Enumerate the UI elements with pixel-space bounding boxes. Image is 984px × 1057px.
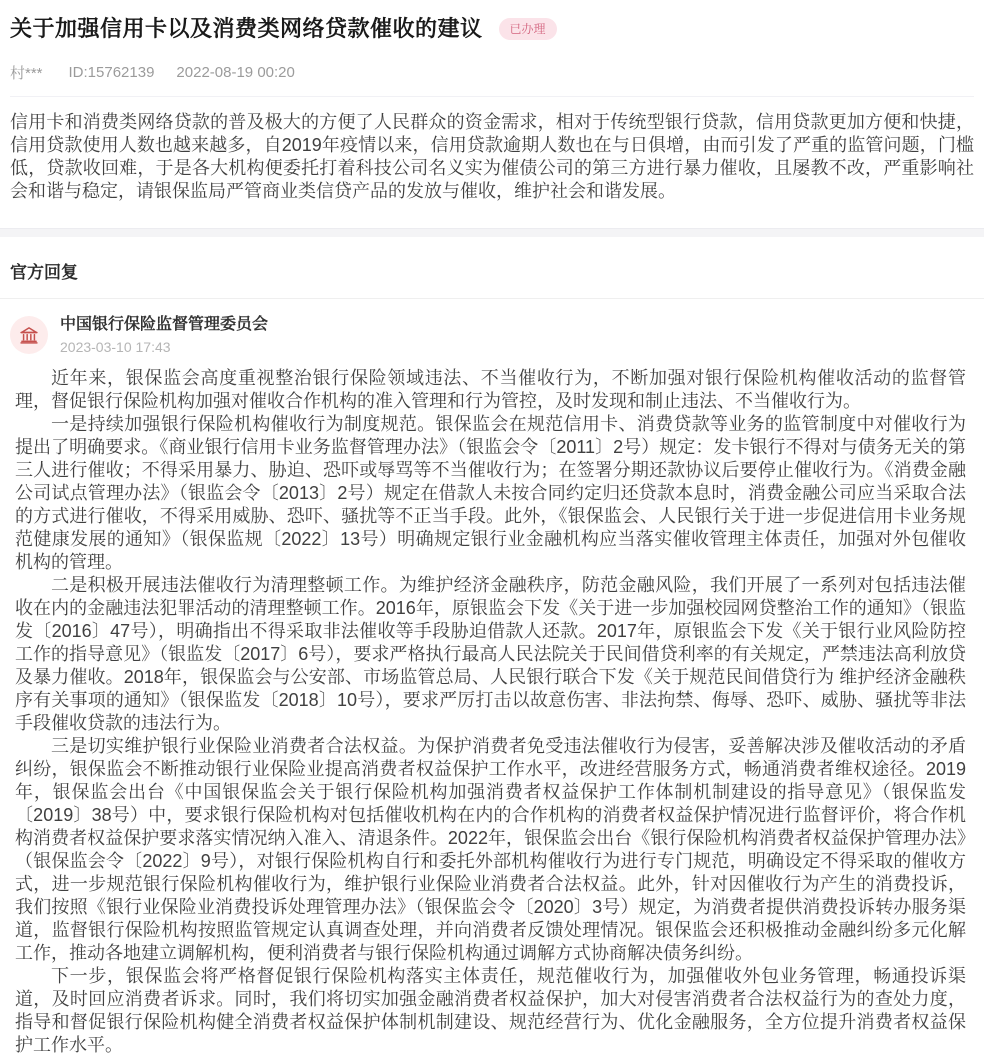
reply-head-text	[60, 314, 268, 355]
bank-building-icon	[19, 325, 39, 345]
author-name: 村***	[10, 65, 43, 82]
reply-paragraph: 三是切实维护银行业保险业消费者合法权益。为保护消费者免受违法催收行为侵害，妥善解决涉及催收活动的矛盾纠纷，银保监会不断推动银行业保险业提高消费者权益保护工作水平，改进经营服务方式，畅通消费者维权途径。2019年，银保监会出台《中国银保监会关于银行保险机构加强消费者权益保护工作体制机制建设的指导意见》（银保监发〔2019〕38号）中，要求银行保险机构对包括催收机构在内的合作机构的消费者权益保护情况进行监督评价，将合作机构消费者权益保护要求落实情况纳入准入、清退条件。2022年，银保监会出台《银行保险机构消费者权益保护管理办法》（银保监会令〔2022〕9号），对银行保险机构自行和委托外部机构催收行为进行专门规范，明确设定不得采取的催收方式，进一步规范银行保险机构催收行为，维护银行业保险业消费者合法权益。此外，针对因催收行为产生的消费投诉，我们按照《银行业保险业消费投诉处理管理办法》（银保监会令〔2020〕3号）规定，为消费者提供消费投诉转办服务渠道，监督银行保险机构按照监管规定认真调查处理，并向消费者反馈处理情况。银保监会还积极推动金融纠纷多元化解工作，推动各地建立调解机构，便利消费者与银行保险机构通过调解方式协商解决债务纠纷。	[15, 736, 966, 963]
org-avatar	[10, 316, 48, 354]
official-reply-card	[0, 299, 984, 1057]
reply-head	[10, 314, 974, 355]
reply-section-title: 官方回复	[10, 263, 78, 282]
reply-paragraph: 一是持续加强银行保险机构催收行为制度规范。银保监会在规范信用卡、消费贷款等业务的监管制度中对催收行为提出了明确要求。《商业银行信用卡业务监督管理办法》（银监会令〔2011〕2号）规定：发卡银行不得对与债务无关的第三人进行催收；不得采用暴力、胁迫、恐吓或辱骂等不当催收行为；在签署分期还款协议后要停止催收行为。《消费金融公司试点管理办法》（银监会令〔2013〕2号）规定在借款人未按合同约定归还贷款本息时，消费金融公司应当采取合法的方式进行催收，不得采用威胁、恐吓、骚扰等不正当手段。此外，《银保监会、人民银行关于进一步促进信用卡业务规范健康发展的通知》（银保监规〔2022〕13号）明确规定银行业金融机构应当落实催收管理主体责任，加强对外包催收机构的管理。	[15, 414, 966, 572]
reply-paragraph: 近年来，银保监会高度重视整治银行保险领域违法、不当催收行为，不断加强对银行保险机构催收活动的监督管理，督促银行保险机构加强对催收合作机构的准入管理和行为管控，及时发现和制止违法、不当催收行为。	[15, 368, 966, 411]
post-id: ID:15762139	[68, 64, 155, 81]
post-date: 2022-08-19 00:20	[176, 64, 295, 81]
reply-paragraph: 二是积极开展违法催收行为清理整顿工作。为维护经济金融秩序，防范金融风险，我们开展了一系列对包括违法催收在内的金融违法犯罪活动的清理整顿工作。2016年，原银监会下发《关于进一步加强校园网贷整治工作的通知》（银监发〔2016〕47号），明确指出不得采取非法催收等手段胁迫借款人还款。2017年，原银监会下发《关于银行业风险防控工作的指导意见》（银监发〔2017〕6号），要求严格执行最高人民法院关于民间借贷利率的有关规定，严禁违法高利放贷及暴力催收。2018年，银保监会与公安部、市场监管总局、人民银行联合下发《关于规范民间借贷行为 维护经济金融秩序有关事项的通知》（银保监发〔2018〕10号），要求严厉打击以故意伤害、非法拘禁、侮辱、恐吓、威胁、骚扰等非法手段催收贷款的违法行为。	[15, 575, 966, 733]
status-badge: 已办理	[499, 18, 557, 40]
title-row	[10, 14, 974, 44]
org-name: 中国银行保险监督管理委员会	[60, 316, 269, 333]
reply-section-header	[0, 237, 984, 299]
reply-paragraph: 下一步，银保监会将严格督促银行保险机构落实主体责任，规范催收行为，加强催收外包业务管理，畅通投诉渠道，及时回应消费者诉求。同时，我们将切实加强金融消费者权益保护，加大对侵害消费者合法权益行为的查处力度，指导和督促银行保险机构健全消费者权益保护体制机制建设、规范经营行为、优化金融服务，全方位提升消费者权益保护工作水平。	[15, 966, 966, 1055]
page-title: 关于加强信用卡以及消费类网络贷款催收的建议	[10, 16, 483, 41]
section-separator	[0, 228, 984, 237]
question-meta	[10, 62, 974, 97]
reply-timestamp: 2023-03-10 17:43	[60, 339, 171, 355]
reply-body	[10, 367, 974, 1057]
question-text: 信用卡和消费类网络贷款的普及极大的方便了人民群众的资金需求，相对于传统型银行贷款，信用贷款更加方便和快捷，信用贷款使用人数也越来越多，自2019年疫情以来，信用贷款逾期人数也在与日俱增，由而引发了严重的监管问题，门槛低，贷款收回难，于是各大机构便委托打着科技公司名义实为催债公司的第三方进行暴力催收，且屡教不改，严重影响社会和谐与稳定，请银保监局严管商业类信贷产品的发放与催收，维护社会和谐发展。	[10, 112, 974, 201]
question-header	[0, 0, 984, 97]
